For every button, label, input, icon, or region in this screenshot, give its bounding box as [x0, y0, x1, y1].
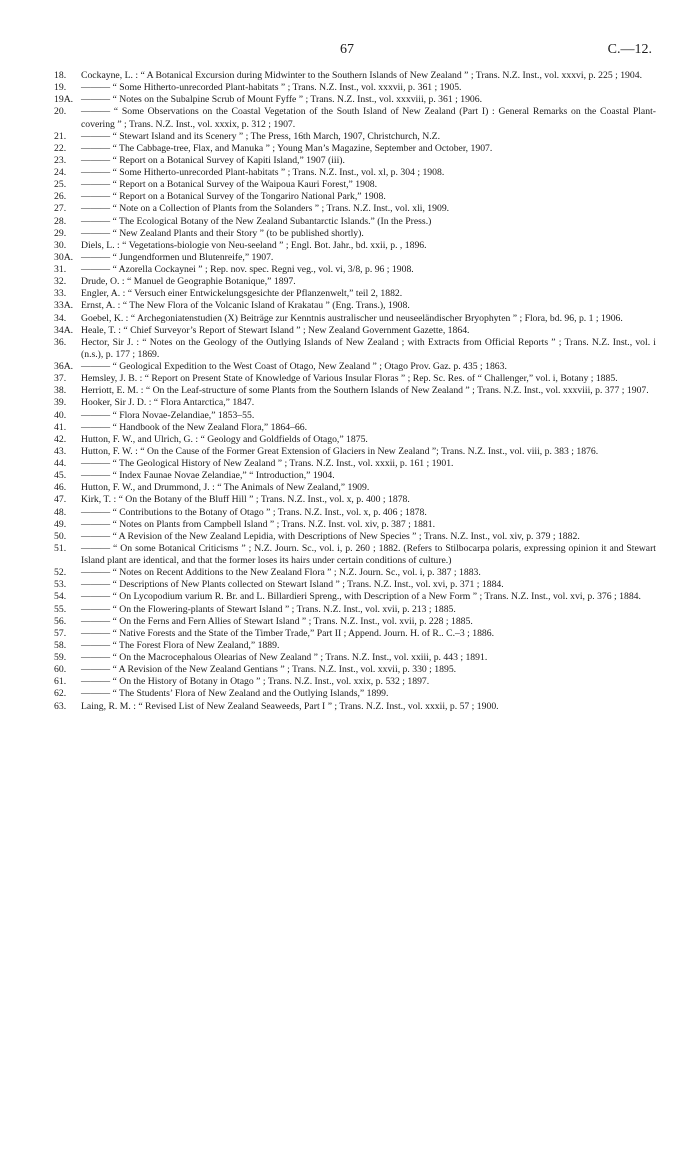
reference-number: 19. — [54, 82, 67, 94]
reference-number: 42. — [54, 433, 67, 445]
reference-text: Cockayne, L. : “ A Botanical Excursion during Midwinter to the Southern Islands of New Zealand ” ; Trans. N.Z. Inst., vol. xxxvi, p. 225 ; 1904. — [81, 70, 642, 81]
reference-number: 28. — [54, 215, 67, 227]
reference-item — [54, 203, 656, 215]
reference-item — [54, 300, 656, 312]
reference-text: ——— “ Some Observations on the Coastal Vegetation of the South Island of New Zealand (Part I) : General Remarks on the Coastal Plant-covering ” ; Trans. N.Z. Inst., vol. xxxix, p. 312 ; 1907. — [81, 106, 656, 130]
reference-text: ——— “ The Ecological Botany of the New Zealand Subantarctic Islands.” (In the Press.) — [81, 215, 432, 227]
reference-text: ——— “ The Students’ Flora of New Zealand and the Outlying Islands,” 1899. — [81, 688, 389, 700]
reference-number: 46. — [54, 482, 67, 494]
reference-number: 52. — [54, 567, 67, 579]
reference-item — [54, 373, 656, 385]
reference-text: ——— “ The Cabbage-tree, Flax, and Manuka ” ; Young Man’s Magazine, September and October, 1907. — [81, 142, 493, 154]
reference-text: Hutton, F. W., and Ulrich, G. : “ Geology and Goldfields of Otago,” 1875. — [81, 433, 368, 445]
reference-text: Herriott, E. M. : “ On the Leaf-structure of some Plants from the Southern Islands of New Zealand ” ; Trans. N.Z. Inst., vol. xxxviii, p. 377 ; 1907. — [81, 385, 649, 397]
reference-item — [54, 640, 656, 652]
reference-text: ——— “ Flora Novae-Zelandiae,” 1853–55. — [81, 409, 255, 421]
reference-text: Ernst, A. : “ The New Flora of the Volcanic Island of Krakatau ” (Eng. Trans.), 1908. — [81, 300, 410, 312]
reference-text: ——— “ Notes on Plants from Campbell Island ” ; Trans. N.Z. Inst. vol. xiv, p. 387 ; 1881. — [81, 518, 436, 530]
reference-number: 58. — [54, 639, 67, 651]
reference-number: 23. — [54, 154, 67, 166]
reference-item — [54, 482, 656, 494]
reference-number: 27. — [54, 203, 67, 215]
reference-text: ——— “ Report on a Botanical Survey of the Tongariro National Park,” 1908. — [81, 191, 386, 203]
reference-number: 59. — [54, 652, 67, 663]
reference-text: Diels, L. : “ Vegetations-biologie von Neu-seeland ” ; Engl. Bot. Jahr., bd. xxii, p. , 1896. — [81, 239, 427, 251]
reference-number: 26. — [54, 191, 67, 203]
reference-text: ——— “ Stewart Island and its Scenery ” ; The Press, 16th March, 1907, Christchurch, N.Z. — [81, 130, 440, 142]
reference-item — [54, 446, 656, 458]
reference-text: ——— “ Some Hitherto-unrecorded Plant-habitats ” ; Trans. N.Z. Inst., vol. xl, p. 304 ; 1908. — [81, 167, 445, 178]
reference-item — [54, 567, 656, 579]
reference-number: 25. — [54, 179, 67, 191]
reference-number: 60. — [54, 664, 67, 676]
reference-item — [54, 82, 656, 94]
reference-text: ——— “ Note on a Collection of Plants from the Solanders ” ; Trans. N.Z. Inst., vol. xli, 1909. — [81, 203, 450, 215]
reference-text: Heale, T. : “ Chief Surveyor’s Report of Stewart Island ” ; New Zealand Government Gazette, 1864. — [81, 324, 470, 336]
reference-text: ——— “ Descriptions of New Plants collected on Stewart Island ” ; Trans. N.Z. Inst., vol. xvi, p. 371 ; 1884. — [81, 579, 504, 591]
reference-item — [54, 276, 656, 288]
reference-text: ——— “ Azorella Cockaynei ” ; Rep. nov. spec. Regni veg., vol. vi, 3/8, p. 96 ; 1908. — [81, 264, 414, 275]
reference-item — [54, 131, 656, 143]
reference-number: 24. — [54, 167, 67, 178]
reference-item — [54, 240, 656, 252]
reference-number: 45. — [54, 470, 67, 482]
reference-number: 38. — [54, 385, 67, 397]
reference-number: 29. — [54, 227, 67, 239]
reference-number: 41. — [54, 421, 67, 433]
reference-text: ——— “ Some Hitherto-unrecorded Plant-habitats ” ; Trans. N.Z. Inst., vol. xxxvii, p. 361 ; 1905. — [81, 82, 462, 94]
reference-text: Hooker, Sir J. D. : “ Flora Antarctica,” 1847. — [81, 397, 255, 409]
reference-item — [54, 422, 656, 434]
reference-item — [54, 616, 656, 628]
reference-number: 55. — [54, 603, 67, 615]
reference-number: 20. — [54, 106, 67, 118]
reference-number: 43. — [54, 445, 67, 457]
reference-number: 22. — [54, 142, 67, 154]
reference-text: ——— “ A Revision of the New Zealand Gentians ” ; Trans. N.Z. Inst., vol. xxvii, p. 330 ; 1895. — [81, 664, 457, 676]
reference-text: Drude, O. : “ Manuel de Geographie Botanique,” 1897. — [81, 276, 296, 288]
reference-text: ——— “ The Forest Flora of New Zealand,” 1889. — [81, 639, 280, 651]
reference-item — [54, 252, 656, 264]
reference-item — [54, 579, 656, 591]
reference-text: ——— “ Index Faunae Novae Zelandiae,” “ Introduction,” 1904. — [81, 470, 335, 482]
reference-number: 33A. — [54, 300, 74, 312]
reference-text: Hector, Sir J. : “ Notes on the Geology of the Outlying Islands of New Zealand ; with Extracts from Official Reports ” ; Trans. N.Z. Inst., vol. i (n.s.), p. 177 ; 1869. — [81, 336, 656, 360]
reference-item — [54, 470, 656, 482]
reference-item — [54, 652, 656, 664]
reference-text: Kirk, T. : “ On the Botany of the Bluff Hill ” ; Trans. N.Z. Inst., vol. x, p. 400 ; 1878. — [81, 494, 410, 506]
reference-text: Hemsley, J. B. : “ Report on Present State of Knowledge of Various Insular Floras ” ; Rep. Sc. Res. of “ Challenger,” vol. i, Botany ; 1885. — [81, 373, 618, 385]
reference-item — [54, 337, 656, 361]
reference-number: 63. — [54, 700, 67, 712]
reference-number: 47. — [54, 494, 67, 506]
reference-number: 51. — [54, 542, 67, 554]
reference-item — [54, 94, 656, 106]
reference-item — [54, 676, 656, 688]
reference-number: 36. — [54, 336, 67, 348]
reference-item — [54, 106, 656, 130]
reference-number: 61. — [54, 676, 67, 688]
reference-item — [54, 507, 656, 519]
reference-item — [54, 385, 656, 397]
reference-number: 31. — [54, 264, 67, 275]
reference-item — [54, 264, 656, 276]
reference-number: 54. — [54, 591, 67, 603]
reference-number: 39. — [54, 397, 67, 409]
reference-text: ——— “ On some Botanical Criticisms ” ; N.Z. Journ. Sc., vol. i, p. 260 ; 1882. (Refers to Stilbocarpa polaris, expressing opinion it and Stewart Island plant are identical, and that the former loses its hairs under certain conditions of culture.) — [81, 542, 656, 566]
reference-item — [54, 179, 656, 191]
reference-number: 48. — [54, 506, 67, 518]
reference-number: 56. — [54, 615, 67, 627]
reference-number: 18. — [54, 70, 67, 81]
reference-text: ——— “ The Geological History of New Zealand ” ; Trans. N.Z. Inst., vol. xxxii, p. 161 ; 1901. — [81, 458, 454, 469]
reference-number: 30. — [54, 239, 67, 251]
reference-item — [54, 543, 656, 567]
reference-text: Goebel, K. : “ Archegoniatenstudien (X) Beiträge zur Kenntnis australischer und neuseeländischer Bryophyten ” ; Flora, bd. 96, p. 1 ; 1906. — [81, 312, 623, 324]
reference-text: ——— “ On the Ferns and Fern Allies of Stewart Island ” ; Trans. N.Z. Inst., vol. xvii, p. 228 ; 1885. — [81, 615, 473, 627]
reference-text: ——— “ On Lycopodium varium R. Br. and L. Billardieri Spreng., with Description of a New Form ” ; Trans. N.Z. Inst., vol. xvi, p. 376 ; 1884. — [81, 591, 641, 603]
reference-item — [54, 143, 656, 155]
reference-text: Engler, A. : “ Versuch einer Entwickelungsgesichte der Pflanzenwelt,” teil 2, 1882. — [81, 288, 403, 300]
reference-text: ——— “ Notes on the Subalpine Scrub of Mount Fyffe ” ; Trans. N.Z. Inst., vol. xxxviii, p. 361 ; 1906. — [81, 94, 483, 106]
reference-text: ——— “ Handbook of the New Zealand Flora,” 1864–66. — [81, 421, 307, 433]
reference-item — [54, 167, 656, 179]
reference-number: 21. — [54, 130, 67, 142]
page-header — [0, 42, 700, 62]
reference-number: 44. — [54, 458, 67, 469]
reference-item — [54, 191, 656, 203]
reference-number: 57. — [54, 627, 67, 639]
reference-text: ——— “ On the History of Botany in Otago ” ; Trans. N.Z. Inst., vol. xxix, p. 532 ; 1897. — [81, 676, 430, 688]
reference-number: 33. — [54, 288, 67, 300]
reference-item — [54, 628, 656, 640]
reference-item — [54, 288, 656, 300]
reference-number: 30A. — [54, 251, 74, 263]
reference-item — [54, 155, 656, 167]
reference-text: ——— “ Report on a Botanical Survey of Kapiti Island,” 1907 (iii). — [81, 154, 345, 166]
page-number: 67 — [340, 42, 354, 57]
reference-text: ——— “ Native Forests and the State of the Timber Trade,” Part II ; Append. Journ. H. of R.. C.–3 ; 1886. — [81, 627, 495, 639]
reference-item — [54, 701, 656, 713]
reference-item — [54, 397, 656, 409]
reference-item — [54, 70, 656, 82]
reference-text: ——— “ Contributions to the Botany of Otago ” ; Trans. N.Z. Inst., vol. x, p. 406 ; 1878. — [81, 506, 427, 518]
reference-text: ——— “ Report on a Botanical Survey of the Waipoua Kauri Forest,” 1908. — [81, 179, 378, 191]
reference-number: 36A. — [54, 361, 74, 372]
reference-item — [54, 434, 656, 446]
reference-item — [54, 494, 656, 506]
reference-list — [54, 70, 656, 713]
reference-number: 50. — [54, 530, 67, 542]
reference-text: Hutton, F. W., and Drummond, J. : “ The Animals of New Zealand,” 1909. — [81, 482, 370, 494]
reference-number: 37. — [54, 373, 67, 385]
reference-text: ——— “ Geological Expedition to the West Coast of Otago, New Zealand ” ; Otago Prov. Gaz. p. 435 ; 1863. — [81, 361, 507, 372]
reference-item — [54, 688, 656, 700]
reference-text: ——— “ On the Flowering-plants of Stewart Island ” ; Trans. N.Z. Inst., vol. xvii, p. 213 ; 1885. — [81, 603, 456, 615]
reference-number: 62. — [54, 688, 67, 700]
reference-text: ——— “ A Revision of the New Zealand Lepidia, with Descriptions of New Species ” ; Trans. N.Z. Inst., vol. xiv, p. 379 ; 1882. — [81, 530, 580, 542]
reference-number: 34A. — [54, 324, 74, 336]
document-reference: C.—12. — [607, 42, 652, 57]
reference-item — [54, 519, 656, 531]
reference-item — [54, 361, 656, 373]
reference-text: ——— “ Jungendformen und Blutenreife,” 1907. — [81, 251, 274, 263]
reference-number: 49. — [54, 518, 67, 530]
reference-text: Hutton, F. W. : “ On the Cause of the Former Great Extension of Glaciers in New Zealand ”; Trans. N.Z. Inst., vol. viii, p. 383 ; 1876. — [81, 445, 599, 457]
reference-item — [54, 228, 656, 240]
reference-number: 40. — [54, 409, 67, 421]
reference-item — [54, 410, 656, 422]
reference-item — [54, 216, 656, 228]
reference-number: 19A. — [54, 94, 74, 106]
reference-number: 53. — [54, 579, 67, 591]
reference-number: 32. — [54, 276, 67, 288]
reference-item — [54, 313, 656, 325]
reference-text: ——— “ New Zealand Plants and their Story ” (to be published shortly). — [81, 227, 364, 239]
reference-text: Laing, R. M. : “ Revised List of New Zealand Seaweeds, Part I ” ; Trans. N.Z. Inst., vol. xxxii, p. 57 ; 1900. — [81, 700, 499, 712]
reference-text: ——— “ On the Macrocephalous Olearias of New Zealand ” ; Trans. N.Z. Inst., vol. xxiii, p. 443 ; 1891. — [81, 652, 488, 663]
reference-number: 34. — [54, 312, 67, 324]
reference-item — [54, 591, 656, 603]
reference-item — [54, 531, 656, 543]
reference-item — [54, 604, 656, 616]
reference-item — [54, 325, 656, 337]
reference-text: ——— “ Notes on Recent Additions to the New Zealand Flora ” ; N.Z. Journ. Sc., vol. i, p. 387 ; 1883. — [81, 567, 481, 579]
reference-item — [54, 664, 656, 676]
reference-item — [54, 458, 656, 470]
